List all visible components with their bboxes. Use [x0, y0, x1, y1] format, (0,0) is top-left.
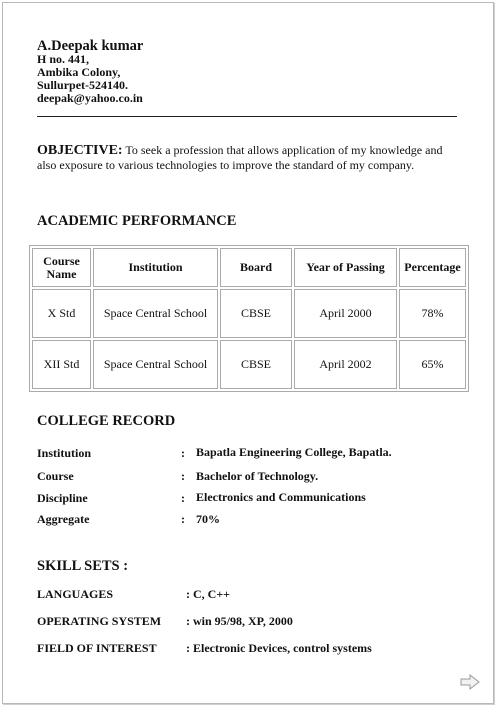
email-address: deepak@yahoo.co.in — [37, 91, 143, 105]
candidate-name: A.Deepak kumar — [37, 38, 144, 54]
objective-text: To seek a profession that allows application of my knowledge and also exposure to various technologies to improve the standard of my company. — [37, 143, 443, 172]
column-header: Course Name — [32, 248, 91, 287]
institution-value: Bapatla Engineering College, Bapatla. — [196, 445, 392, 459]
colon-separator: : — [181, 446, 185, 460]
academic-performance-title: ACADEMIC PERFORMANCE — [37, 213, 237, 229]
field-of-interest-value: : Electronic Devices, control systems — [186, 641, 372, 655]
academic-table — [29, 245, 469, 392]
column-header: Institution — [93, 248, 218, 287]
table-cell: 65% — [399, 340, 466, 389]
objective-paragraph — [37, 143, 457, 173]
table-cell: April 2000 — [294, 289, 397, 338]
table-header-row — [32, 248, 466, 287]
header-divider — [37, 116, 457, 117]
aggregate-value: 70% — [196, 512, 220, 526]
colon-separator: : — [181, 512, 185, 526]
discipline-label: Discipline — [37, 491, 88, 505]
table-row — [32, 340, 466, 389]
colon-separator: : — [181, 469, 185, 483]
table-cell: CBSE — [220, 340, 292, 389]
college-record-title: COLLEGE RECORD — [37, 413, 176, 429]
table-cell: XII Std — [32, 340, 91, 389]
column-header: Percentage — [399, 248, 466, 287]
course-value: Bachelor of Technology. — [196, 469, 319, 483]
column-header: Board — [220, 248, 292, 287]
address-line-house: H no. 441, — [37, 52, 90, 66]
languages-label: LANGUAGES — [37, 587, 114, 601]
address-line-colony: Ambika Colony, — [37, 65, 121, 79]
table-cell: X Std — [32, 289, 91, 338]
table-cell: Space Central School — [93, 289, 218, 338]
aggregate-label: Aggregate — [37, 512, 90, 526]
languages-value: : C, C++ — [186, 587, 231, 601]
next-page-arrow-icon[interactable] — [460, 674, 480, 690]
colon-separator: : — [181, 491, 185, 505]
table-cell: April 2002 — [294, 340, 397, 389]
table-row — [32, 289, 466, 338]
operating-system-label: OPERATING SYSTEM — [37, 614, 162, 628]
institution-label: Institution — [37, 446, 92, 460]
field-of-interest-label: FIELD OF INTEREST — [37, 641, 157, 655]
discipline-value: Electronics and Communications — [196, 490, 366, 504]
skill-sets-title: SKILL SETS : — [37, 558, 129, 574]
objective-label: OBJECTIVE: — [37, 143, 123, 158]
table-cell: Space Central School — [93, 340, 218, 389]
address-line-city: Sullurpet-524140. — [37, 78, 129, 92]
operating-system-value: : win 95/98, XP, 2000 — [186, 614, 293, 628]
course-label: Course — [37, 469, 74, 483]
table-cell: 78% — [399, 289, 466, 338]
table-cell: CBSE — [220, 289, 292, 338]
column-header: Year of Passing — [294, 248, 397, 287]
